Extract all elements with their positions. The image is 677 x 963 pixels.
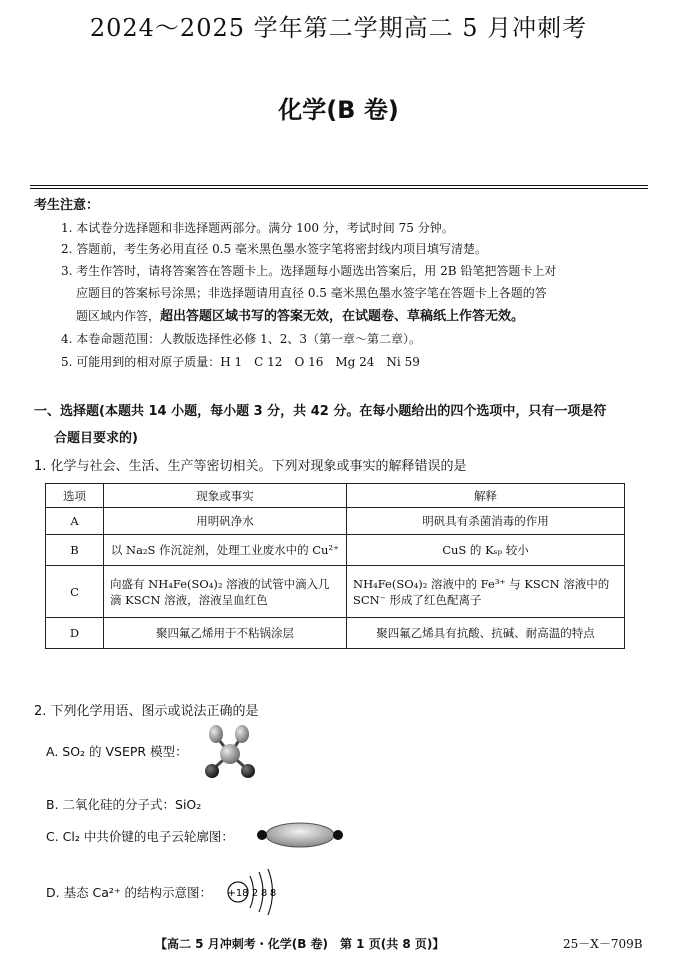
shell-count: 8	[260, 888, 268, 899]
page-footer: 【高二 5 月冲刺考・化学(B 卷) 第 1 页(共 8 页)】	[155, 937, 445, 951]
notice-item-4: 4. 本卷命题范围：人教版选择性必修 1、2、3（第一章～第二章）。	[61, 332, 421, 346]
option-d: D. 基态 Ca²⁺ 的结构示意图：	[46, 885, 213, 900]
vsepr-model-image	[200, 722, 260, 784]
notice-emphasis: 超出答题区域书写的答案无效，在试题卷、草稿纸上作答无效。	[160, 309, 525, 324]
row-fact: 聚四氟乙烯用于不粘锅涂层	[104, 618, 347, 649]
question-2-stem: 2. 下列化学用语、图示或说法正确的是	[34, 704, 259, 719]
table-header-row	[46, 484, 625, 508]
table-row	[46, 508, 625, 535]
electron-cloud-image	[255, 820, 345, 850]
row-option: B	[46, 535, 104, 566]
row-fact: 用明矾净水	[104, 508, 347, 535]
ion-structure-diagram	[226, 866, 286, 916]
divider-line	[30, 185, 648, 186]
section-heading-cont: 合题目要求的)	[54, 431, 138, 446]
question-1-stem: 1. 化学与社会、生活、生产等密切相关。下列对现象或事实的解释错误的是	[34, 459, 467, 474]
notice-item-3-cont2	[76, 305, 524, 324]
divider-line	[30, 188, 648, 189]
notice-heading: 考生注意：	[34, 198, 100, 213]
row-explanation: CuS 的 Kₛₚ 较小	[347, 535, 625, 566]
section-heading: 一、选择题(本题共 14 小题，每小题 3 分，共 42 分。在每小题给出的四个选项中，只有一项是符	[34, 404, 607, 419]
row-explanation: 聚四氟乙烯具有抗酸、抗碱、耐高温的特点	[347, 618, 625, 649]
exam-title: 2024～2025 学年第二学期高二 5 月冲刺考	[89, 14, 588, 42]
header-explanation: 解释	[347, 484, 625, 508]
notice-text: 题区域内作答，	[76, 309, 161, 323]
table-row	[46, 618, 625, 649]
option-b: B. 二氧化硅的分子式：SiO₂	[46, 797, 202, 812]
paper-code: 25－X－709B	[563, 937, 643, 951]
table-row	[46, 535, 625, 566]
notice-item-3: 3. 考生作答时，请将答案答在答题卡上。选择题每小题选出答案后，用 2B 铅笔把答题卡上对	[61, 264, 557, 278]
nucleus-label: +18	[227, 888, 249, 899]
notice-item-3-cont: 应题目的答案标号涂黑；非选择题请用直径 0.5 毫米黑色墨水签字笔在答题卡上各题的答	[76, 286, 547, 300]
row-explanation: 明矾具有杀菌消毒的作用	[347, 508, 625, 535]
shell-count: 8	[269, 888, 277, 899]
row-option: A	[46, 508, 104, 535]
row-option: D	[46, 618, 104, 649]
row-fact: 以 Na₂S 作沉淀剂，处理工业废水中的 Cu²⁺	[104, 535, 347, 566]
notice-item-1: 1. 本试卷分选择题和非选择题两部分。满分 100 分，考试时间 75 分钟。	[61, 221, 454, 235]
row-fact: 向盛有 NH₄Fe(SO₄)₂ 溶液的试管中滴入几滴 KSCN 溶液，溶液呈血红色	[104, 566, 347, 618]
subject-title: 化学(B 卷)	[278, 96, 399, 124]
notice-item-2: 2. 答题前，考生务必用直径 0.5 毫米黑色墨水签字笔将密封线内项目填写清楚。	[61, 242, 487, 256]
notice-item-5: 5. 可能用到的相对原子质量：H 1 C 12 O 16 Mg 24 Ni 59	[61, 355, 420, 369]
row-option: C	[46, 566, 104, 618]
shell-count: 2	[251, 888, 259, 899]
option-a: A. SO₂ 的 VSEPR 模型：	[46, 744, 188, 759]
question-1-table	[45, 483, 625, 649]
header-fact: 现象或事实	[104, 484, 347, 508]
header-option: 选项	[46, 484, 104, 508]
row-explanation: NH₄Fe(SO₄)₂ 溶液中的 Fe³⁺ 与 KSCN 溶液中的 SCN⁻ 形成了红色配离子	[347, 566, 625, 618]
table-row	[46, 566, 625, 618]
option-c: C. Cl₂ 中共价键的电子云轮廓图：	[46, 829, 234, 844]
